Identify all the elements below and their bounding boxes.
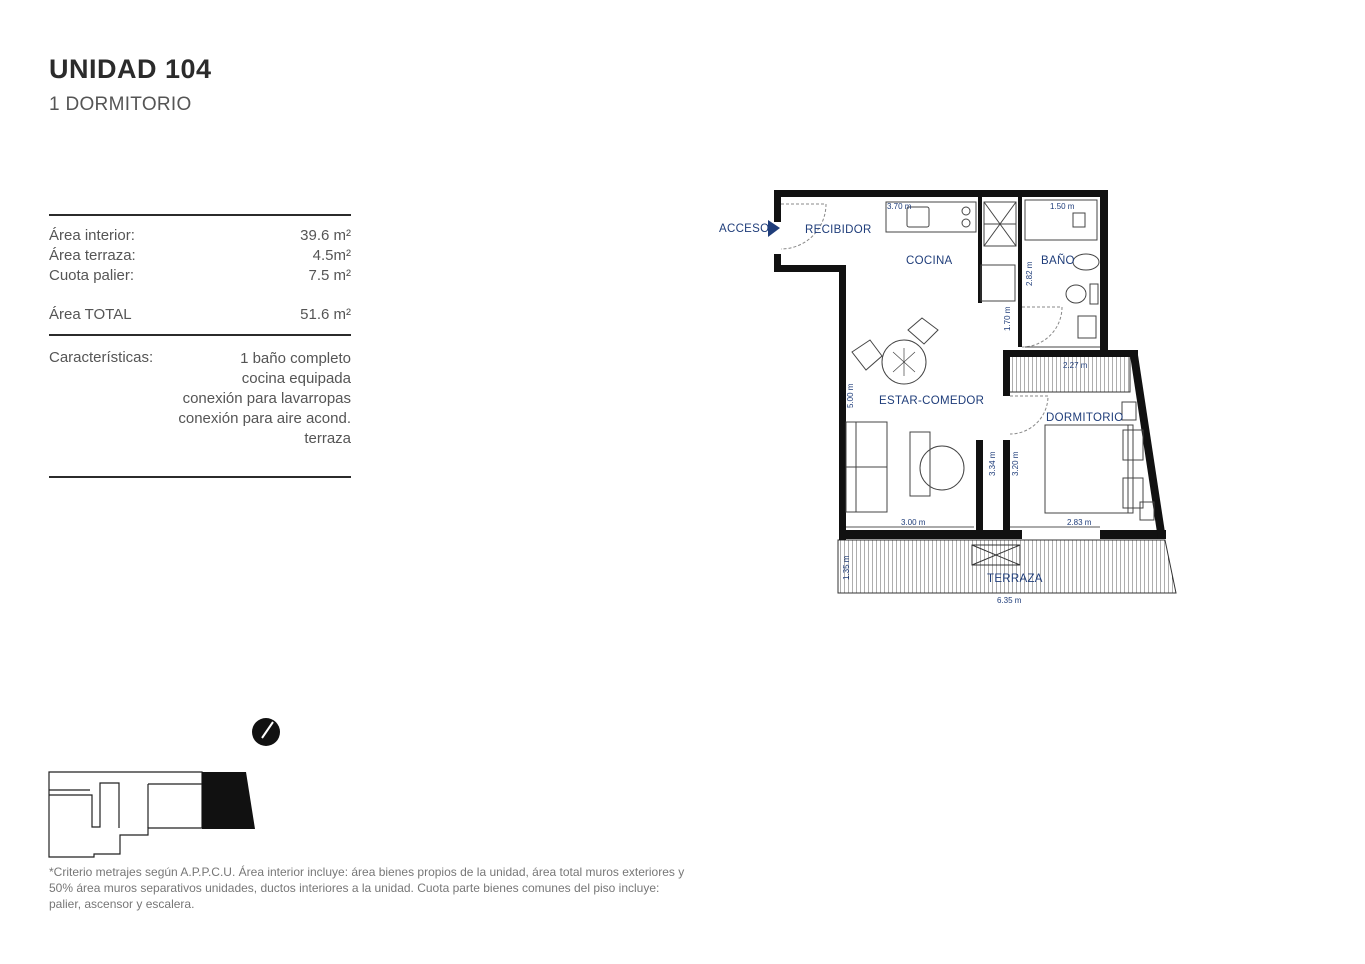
dim-terrace-depth: 1.35 m	[842, 555, 851, 580]
features-list	[150, 349, 351, 449]
divider	[49, 214, 351, 216]
features-label: Características:	[49, 349, 154, 366]
area-value: 4.5m²	[312, 247, 351, 264]
unit-subtitle: 1 DORMITORIO	[49, 94, 192, 115]
entry-arrow-icon	[768, 220, 780, 237]
label-cocina: COCINA	[906, 255, 953, 267]
label-estar-comedor: ESTAR-COMEDOR	[879, 395, 985, 407]
area-label: Área interior:	[49, 227, 135, 244]
feature-item: terraza	[304, 430, 351, 447]
footnote: *Criterio metrajes según A.P.P.C.U. Área interior incluye: área bienes propios de la unidad, área total muros exteriores y 50% área muros separativos unidades, ductos interiores a la unidad. Cuota parte bienes comunes del piso incluye: palier, ascensor y escalera.	[49, 865, 685, 911]
kitchen-fixtures	[886, 202, 1016, 301]
area-value: 39.6 m²	[300, 227, 351, 244]
feature-item: conexión para aire acond.	[178, 410, 351, 427]
area-value: 7.5 m²	[308, 267, 351, 284]
dim-living-depth: 5.00 m	[846, 383, 855, 408]
dim-bedroom-width: 2.83 m	[1067, 518, 1092, 527]
dim-living-width: 3.00 m	[901, 518, 926, 527]
bathroom-fixtures	[1025, 200, 1100, 347]
area-row-interior	[49, 227, 351, 244]
compass-icon	[252, 718, 280, 746]
dim-partition-depth: 3.34 m	[988, 451, 997, 476]
key-plan	[45, 712, 285, 862]
area-row-terraza	[49, 247, 351, 264]
total-value: 51.6 m²	[300, 306, 351, 323]
divider	[49, 476, 351, 478]
area-row-total	[49, 306, 351, 323]
label-bano: BAÑO	[1041, 255, 1075, 267]
terrace-area	[838, 540, 1176, 593]
dim-bath-width: 1.50 m	[1050, 202, 1075, 211]
area-label: Cuota palier:	[49, 267, 135, 284]
living-furniture	[846, 422, 964, 512]
label-terraza: TERRAZA	[987, 573, 1043, 585]
dim-kitchen-width: 3.70 m	[887, 202, 912, 211]
total-label: Área TOTAL	[49, 306, 132, 323]
unit-highlight	[202, 772, 255, 829]
label-acceso: ACCESO	[719, 223, 770, 235]
label-dormitorio: DORMITORIO	[1046, 412, 1124, 424]
dim-bath-depth: 2.82 m	[1025, 261, 1034, 286]
divider	[49, 334, 351, 336]
dining-table	[852, 318, 938, 384]
dim-bedroom-top: 2.27 m	[1063, 361, 1088, 370]
dim-hall-depth: 1.70 m	[1003, 306, 1012, 331]
floor-plan	[700, 180, 1200, 620]
key-plan-outline	[49, 772, 202, 857]
unit-title: UNIDAD 104	[49, 54, 212, 84]
dim-total-width: 6.35 m	[997, 596, 1022, 605]
feature-item: cocina equipada	[241, 370, 351, 387]
feature-item: 1 baño completo	[240, 350, 351, 367]
area-row-palier	[49, 267, 351, 284]
label-recibidor: RECIBIDOR	[805, 224, 872, 236]
area-label: Área terraza:	[49, 247, 136, 264]
feature-item: conexión para lavarropas	[182, 390, 351, 407]
dim-bedroom-depth: 3.20 m	[1011, 451, 1020, 476]
